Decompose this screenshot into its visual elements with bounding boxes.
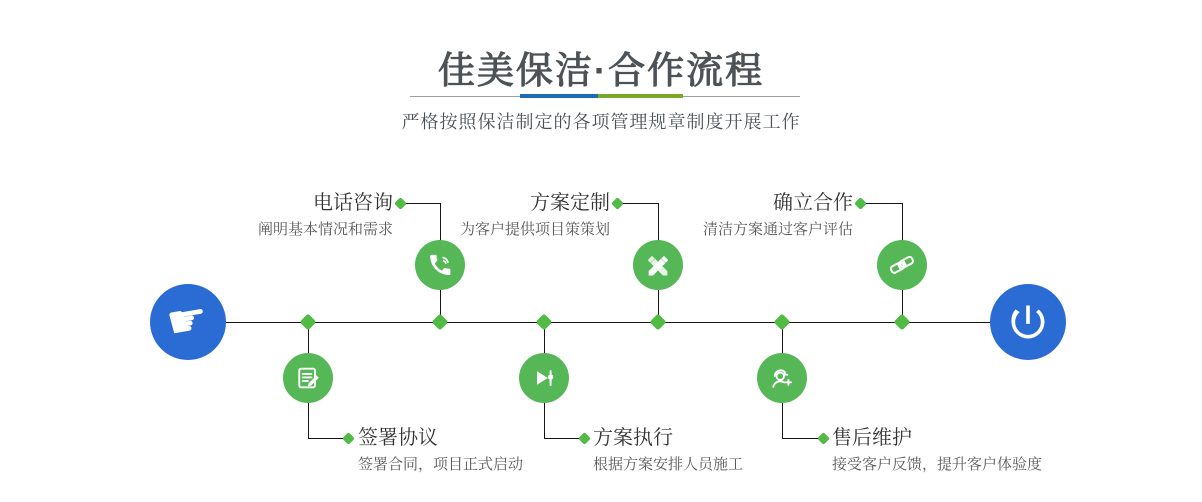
- node-phone: [415, 240, 465, 290]
- play-slider-icon: [530, 364, 558, 392]
- node-execute: [519, 353, 569, 403]
- start-node: [150, 284, 226, 360]
- step-desc: 阐明基本情况和需求: [257, 221, 393, 238]
- pointing-hand-icon: ☛: [162, 290, 213, 350]
- step-title: 方案定制: [530, 192, 610, 214]
- diamond-marker: [774, 314, 791, 331]
- page-title: 佳美保洁·合作流程: [437, 50, 765, 91]
- node-plan-design: [633, 240, 683, 290]
- step-title: 售后维护: [832, 427, 912, 449]
- step-title: 电话咨询: [313, 192, 393, 214]
- step-title: 确立合作: [773, 192, 853, 214]
- customer-support-icon: [768, 364, 796, 392]
- step-desc: 为客户提供项目策策划: [459, 221, 610, 238]
- end-node: [990, 284, 1066, 360]
- step-after-sales-maintenance: [832, 426, 1132, 475]
- node-after-sales: [757, 353, 807, 403]
- step-desc: 签署合同，项目正式启动: [358, 456, 524, 473]
- timeline-main-line: [226, 322, 991, 323]
- step-title: 方案执行: [593, 427, 673, 449]
- handshake-icon: [887, 250, 917, 280]
- diamond-marker: [432, 314, 449, 331]
- node-contract: [283, 353, 333, 403]
- step-phone-consult: [145, 191, 393, 240]
- power-icon: [1006, 300, 1050, 344]
- step-desc: 清洁方案通过客户评估: [702, 221, 853, 238]
- step-establish-cooperation: [605, 191, 853, 240]
- step-desc: 接受客户反馈，提升客户体验度: [832, 456, 1043, 473]
- label-diamond: [342, 432, 355, 445]
- step-desc: 根据方案安排人员施工: [593, 456, 744, 473]
- step-title: 签署协议: [358, 427, 438, 449]
- diamond-marker: [894, 314, 911, 331]
- page-subtitle: 严格按照保洁制定的各项管理规章制度开展工作: [401, 112, 801, 132]
- diamond-marker: [650, 314, 667, 331]
- contract-icon: [294, 364, 322, 392]
- crossed-pencils-icon: [644, 251, 672, 279]
- label-diamond: [854, 197, 867, 210]
- title-divider-blue-segment: [520, 94, 598, 98]
- phone-icon: [426, 251, 454, 279]
- step-plan-customize: [362, 191, 610, 240]
- node-handshake: [877, 240, 927, 290]
- diamond-marker: [536, 314, 553, 331]
- title-divider-green-segment: [598, 94, 683, 98]
- diamond-marker: [300, 314, 317, 331]
